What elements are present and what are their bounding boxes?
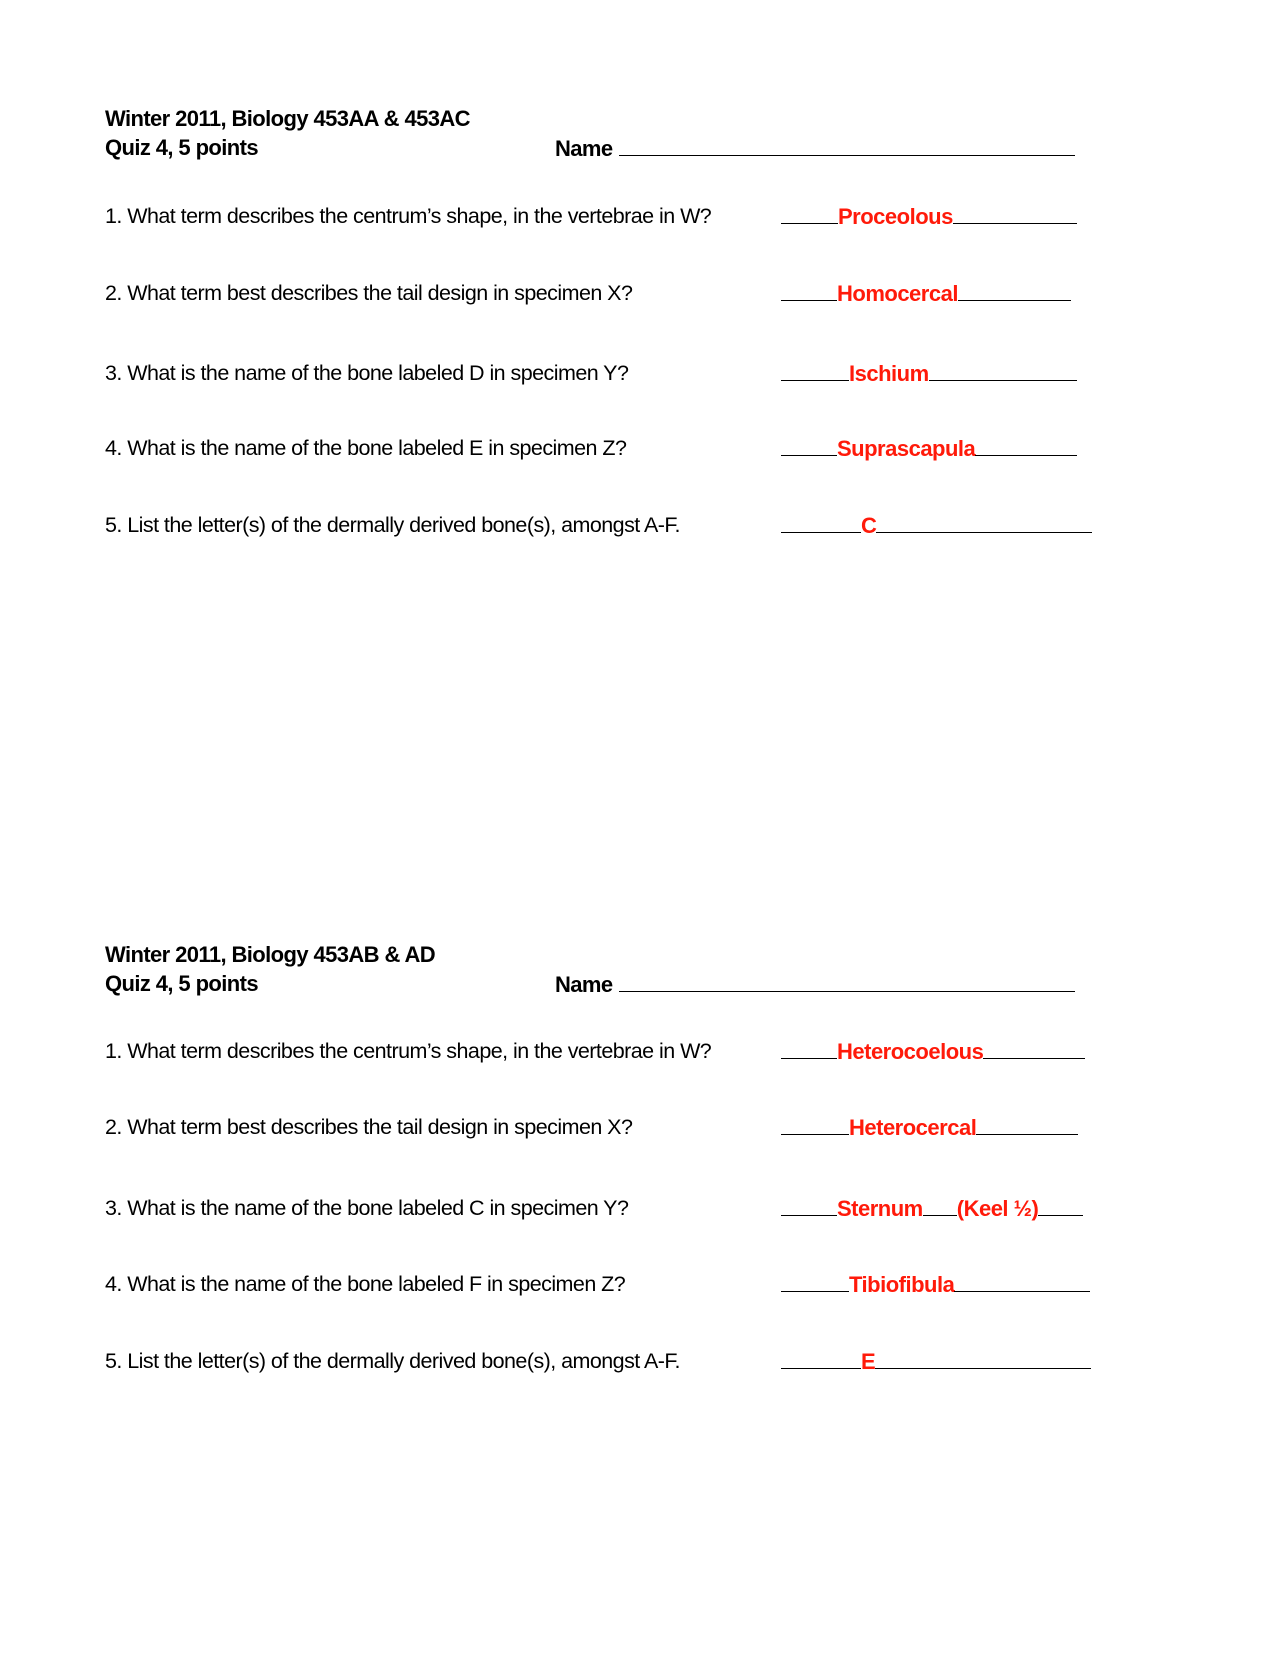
answer-blank xyxy=(781,1269,849,1292)
answer-line xyxy=(781,1269,1090,1300)
question-4 xyxy=(105,433,1105,463)
answer-blank xyxy=(976,1112,1078,1135)
answer-blank xyxy=(929,358,1077,381)
answer-line xyxy=(781,1346,1091,1377)
question-3 xyxy=(105,358,1105,388)
answer-blank xyxy=(923,1193,957,1216)
answer-text: C xyxy=(861,513,877,538)
answer-blank xyxy=(781,433,837,456)
name-label: Name xyxy=(555,136,613,161)
course-title: Winter 2011, Biology 453AA & 453AC xyxy=(105,106,470,131)
answer-line xyxy=(781,201,1077,232)
answer-blank xyxy=(781,1193,837,1216)
answer-blank xyxy=(781,1036,837,1059)
question-1 xyxy=(105,201,1105,231)
answer-blank xyxy=(983,1036,1085,1059)
answer-text: Proceolous xyxy=(838,204,953,229)
quiz-section-a xyxy=(105,104,1105,538)
quiz-section-b xyxy=(105,940,1105,1374)
answer-line xyxy=(781,1036,1085,1067)
answer-blank xyxy=(781,201,838,224)
answer-blank xyxy=(954,1269,1090,1292)
answer-line xyxy=(781,1193,1083,1224)
question-text: 1. What term describes the centrum’s shape, in the vertebrae in W? xyxy=(105,1039,712,1063)
question-2 xyxy=(105,1112,1105,1142)
answer-text: Heterocercal xyxy=(849,1115,977,1140)
answer-line xyxy=(781,358,1077,389)
answer-blank xyxy=(1038,1193,1083,1216)
course-title: Winter 2011, Biology 453AB & AD xyxy=(105,942,436,967)
quiz-header-row xyxy=(105,969,1105,998)
quiz-header-row xyxy=(105,133,1105,162)
answer-text: Tibiofibula xyxy=(849,1272,955,1297)
question-5 xyxy=(105,510,1105,540)
answer-blank xyxy=(781,278,837,301)
answer-blank xyxy=(781,1112,849,1135)
question-text: 5. List the letter(s) of the dermally derived bone(s), amongst A-F. xyxy=(105,513,680,537)
question-2 xyxy=(105,278,1105,308)
answer-text: Homocercal xyxy=(837,281,958,306)
question-4 xyxy=(105,1269,1105,1299)
name-field[interactable] xyxy=(555,969,1075,999)
question-text: 2. What term best describes the tail design in specimen X? xyxy=(105,1115,633,1139)
answer-blank xyxy=(781,358,849,381)
answer-text: Suprascapula xyxy=(837,436,976,461)
answer-blank xyxy=(953,201,1077,224)
answer-blank xyxy=(781,510,861,533)
question-3 xyxy=(105,1193,1105,1223)
quiz-title: Quiz 4, 5 points xyxy=(105,135,258,160)
question-text: 5. List the letter(s) of the dermally derived bone(s), amongst A-F. xyxy=(105,1349,680,1373)
question-text: 3. What is the name of the bone labeled C in specimen Y? xyxy=(105,1196,629,1220)
answer-extra-text: (Keel ½) xyxy=(956,1196,1039,1221)
answer-line xyxy=(781,278,1071,309)
name-field[interactable] xyxy=(555,133,1075,163)
question-text: 4. What is the name of the bone labeled E in specimen Z? xyxy=(105,436,627,460)
answer-blank xyxy=(876,510,1092,533)
name-blank[interactable] xyxy=(619,969,1075,992)
question-text: 2. What term best describes the tail design in specimen X? xyxy=(105,281,633,305)
answer-blank xyxy=(958,278,1071,301)
answer-text: Sternum xyxy=(837,1196,923,1221)
question-text: 3. What is the name of the bone labeled D in specimen Y? xyxy=(105,361,629,385)
question-1 xyxy=(105,1036,1105,1066)
question-text: 1. What term describes the centrum’s shape, in the vertebrae in W? xyxy=(105,204,712,228)
answer-blank xyxy=(975,433,1077,456)
question-5 xyxy=(105,1346,1105,1376)
answer-line xyxy=(781,433,1077,464)
answer-blank xyxy=(875,1346,1091,1369)
answer-line xyxy=(781,510,1092,541)
answer-text: E xyxy=(861,1349,876,1374)
answer-text: Heterocoelous xyxy=(837,1039,984,1064)
answer-text: Ischium xyxy=(849,361,929,386)
question-text: 4. What is the name of the bone labeled F in specimen Z? xyxy=(105,1272,626,1296)
name-blank[interactable] xyxy=(619,133,1075,156)
name-label: Name xyxy=(555,972,613,997)
answer-blank xyxy=(781,1346,861,1369)
answer-line xyxy=(781,1112,1078,1143)
quiz-title: Quiz 4, 5 points xyxy=(105,971,258,996)
